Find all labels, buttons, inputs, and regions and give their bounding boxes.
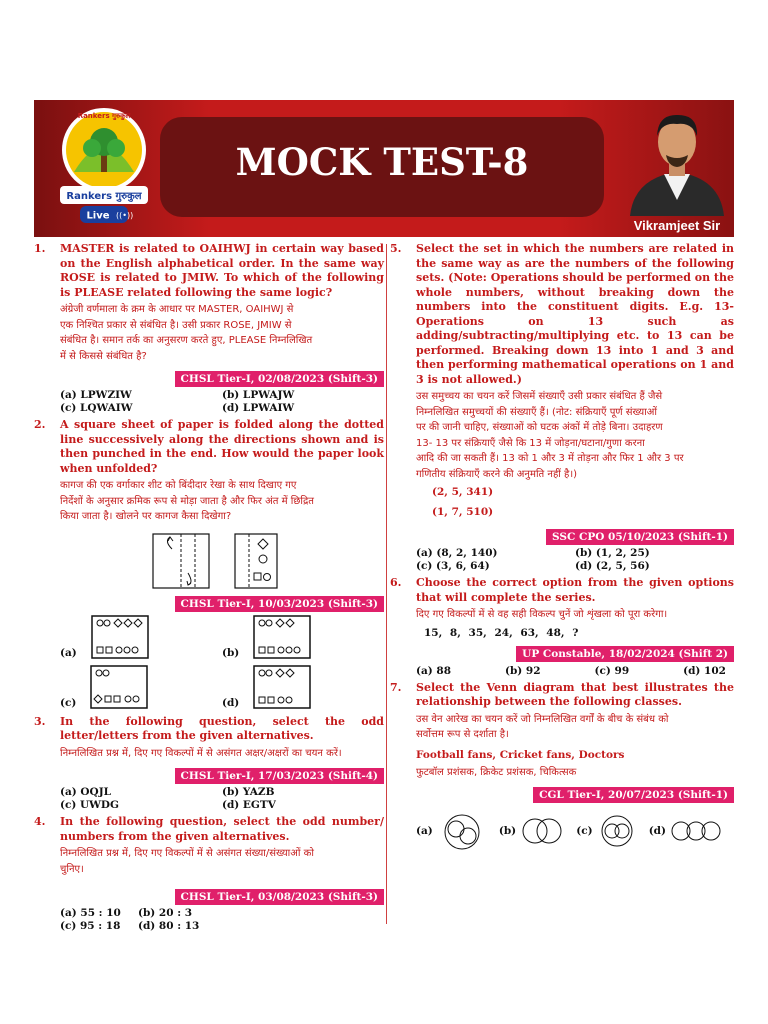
option-c[interactable]: (c) UWDG	[60, 799, 120, 811]
answer-figure-b	[253, 615, 311, 659]
option-a[interactable]: (a) (8, 2, 140)	[416, 547, 498, 559]
option-a[interactable]: (a)	[60, 615, 222, 659]
question-text-hi: अंग्रेजी वर्णमाला के क्रम के आधार पर MASTER, OAIHWJ से एक निश्चित प्रकार से संबंधित है। उसी प्रकार ROSE, JMIW से संबंधित है। समान तर्क का अनुसरण करते हुए, PLEASE निम्नलिखित में से किससे संबंधित है?	[60, 304, 313, 362]
answer-figures	[60, 615, 384, 709]
venn-figure-b	[520, 816, 564, 846]
question-text-en: Select the set in which the numbers are related in the same way as are the numbers of the following sets. (Note: Operations should be performed on the whole numbers, without breaking down the numbers into the constituent digits. E.g. 13- Operations on 13 such as adding/subtracting/multiplying etc. to 13 can be performed. Breaking down 13 into 1 and 3 and then performing mathematical operations on 1 and 3 is not allowed.)	[416, 242, 734, 386]
venn-figure-c	[597, 814, 637, 848]
option-b[interactable]: (b)	[222, 615, 384, 659]
exam-tag: UP Constable, 18/02/2024 (Shift 2)	[516, 646, 734, 662]
option-b[interactable]: (b) 20 : 3	[138, 907, 193, 919]
option-c[interactable]: (c) 99	[594, 664, 630, 677]
option-a[interactable]: (a) OQJL	[60, 786, 112, 798]
question-text-en: In the following question, select the odd letter/letters from the given alternatives.	[60, 714, 384, 742]
venn-figure-a	[437, 811, 487, 851]
column-divider	[386, 244, 387, 924]
option-d[interactable]: (d)	[222, 665, 384, 709]
venn-figure-d	[670, 818, 722, 844]
given-set-1: (2, 5, 341)	[432, 486, 494, 498]
exam-tag: CHSL Tier-I, 17/03/2023 (Shift-4)	[175, 768, 384, 784]
question-text-en: MASTER is related to OAIHWJ in certain way based on the English alphabetical order. In the same way ROSE is related to JMIW. To which of the following is PLEASE related following the same logic?	[60, 242, 384, 299]
options	[60, 389, 384, 414]
number-series: 15, 8, 35, 24, 63, 48, ?	[424, 626, 579, 639]
option-a[interactable]: (a) 88	[416, 664, 452, 677]
option-c[interactable]: (c) LQWAIW	[60, 402, 133, 414]
option-c[interactable]: (c)	[60, 665, 222, 709]
fold-result-figure	[234, 533, 278, 589]
answer-figure-d	[253, 665, 311, 709]
exam-tag: CHSL Tier-I, 10/03/2023 (Shift-3)	[175, 596, 384, 612]
option-b[interactable]: (b) LPWAJW	[222, 389, 295, 401]
option-c[interactable]: (c) 95 : 18	[60, 920, 121, 932]
question-text-hi: कागज की एक वर्गाकार शीट को बिंदीदार रेखा के साथ दिखाए गए निर्देशों के अनुसार क्रमिक रूप से मोड़ा जाता है और फिर अंत में छिद्रित किया जाता है। खोलने पर कागज कैसा दिखेगा?	[60, 480, 314, 522]
option-d[interactable]: (d) EGTV	[222, 799, 276, 811]
question-number: 6.	[390, 576, 402, 589]
question-text-hi: उस वेन आरेख का चयन करें जो निम्नलिखित वर्गों के बीच के संबंध को सर्वोत्तम रूप से दर्शाता है।	[416, 713, 669, 740]
rankers-gurukul-logo	[58, 102, 150, 230]
host-photo	[620, 108, 734, 216]
option-c[interactable]: (c) (3, 6, 64)	[416, 560, 490, 572]
given-set-2: (1, 7, 510)	[432, 506, 494, 518]
option-c[interactable]: (c)	[576, 814, 636, 848]
fold-step-1-figure	[152, 533, 210, 589]
option-b[interactable]: (b) 92	[505, 664, 541, 677]
option-b[interactable]: (b) (1, 2, 25)	[575, 547, 650, 559]
question-5	[390, 242, 768, 572]
question-text-en: In the following question, select the odd number/ numbers from the given alternatives.	[60, 815, 384, 843]
page-title: MOCK TEST-8	[235, 140, 529, 184]
question-2	[34, 418, 384, 709]
question-text-hi: निम्नलिखित प्रश्न में, दिए गए विकल्पों में से असंगत संख्या/संख्याओं को चुनिए।	[60, 848, 314, 875]
question-number: 3.	[34, 714, 46, 728]
left-column	[34, 242, 384, 936]
exam-tag: CHSL Tier-I, 03/08/2023 (Shift-3)	[175, 889, 384, 905]
option-a[interactable]: (a) LPWZIW	[60, 389, 132, 401]
fold-figures	[60, 533, 384, 589]
option-b[interactable]: (b)	[499, 816, 564, 846]
logo-arc-text: Rankers गुरुकुल	[77, 112, 131, 120]
option-d[interactable]: (d)	[649, 818, 722, 844]
question-number: 1.	[34, 242, 46, 255]
svg-text:((•)): ((•))	[116, 211, 134, 220]
question-6	[390, 576, 768, 677]
classes-hi: फुटबॉल प्रशंसक, क्रिकेट प्रशंसक, चिकित्सक	[416, 766, 577, 778]
option-b[interactable]: (b) YAZB	[222, 786, 275, 798]
option-d[interactable]: (d) (2, 5, 56)	[575, 560, 650, 572]
question-text-en: Select the Venn diagram that best illustrates the relationship between the following classes.	[416, 680, 734, 708]
question-number: 7.	[390, 680, 402, 694]
question-text-en: A square sheet of paper is folded along the dotted line successively along the directions shown and is then punched in the end. How would the paper look when unfolded?	[60, 418, 384, 475]
option-d[interactable]: (d) LPWAIW	[222, 402, 295, 414]
question-number: 2.	[34, 418, 46, 431]
logo-brand-text: Rankers गुरुकुल	[66, 191, 142, 202]
options	[60, 907, 260, 932]
option-d[interactable]: (d) 80 : 13	[138, 920, 200, 932]
option-d[interactable]: (d) 102	[683, 664, 726, 677]
question-1	[34, 242, 384, 414]
host-name: Vikramjeet Sir	[633, 218, 721, 233]
options	[416, 665, 726, 677]
question-7	[390, 681, 768, 852]
answer-figure-a	[91, 615, 149, 659]
classes-en: Football fans, Cricket fans, Doctors	[416, 748, 625, 761]
venn-options	[416, 811, 734, 851]
options	[416, 547, 734, 572]
answer-figure-c	[90, 665, 148, 709]
question-text-en: Choose the correct option from the given options that will complete the series.	[416, 576, 734, 604]
option-a[interactable]: (a)	[416, 811, 487, 851]
exam-tag: CHSL Tier-I, 02/08/2023 (Shift-3)	[175, 371, 384, 387]
question-4	[34, 815, 384, 932]
option-a[interactable]: (a) 55 : 10	[60, 907, 121, 919]
exam-tag: CGL Tier-I, 20/07/2023 (Shift-1)	[533, 787, 734, 803]
question-number: 5.	[390, 242, 402, 255]
question-number: 4.	[34, 815, 46, 828]
exam-tag: SSC CPO 05/10/2023 (Shift-1)	[546, 529, 734, 545]
question-text-hi: दिए गए विकल्पों में से वह सही विकल्प चुनें जो शृंखला को पूरा करेगा।	[416, 609, 668, 620]
question-text-hi: उस समुच्चय का चयन करें जिसमें संख्याएँ उसी प्रकार संबंधित हैं जैसे निम्नलिखित समुच्चयों की संख्याएँ हैं। (नोट: संक्रियाएँ पूर्ण संख्याओं पर की जानी चाहिए, संख्याओं को घटक अंकों में तोड़े बिना। उदाहरण 13- 13 पर संक्रियाएँ जैसे कि 13 में जोड़ना/घटाना/गुणा करना आदि की जा सकती हैं। 13 को 1 और 3 में तोड़ना और फिर 1 और 3 पर गणितीय संक्रियाएँ करने की अनुमति नहीं है।)	[416, 391, 684, 480]
question-text-hi: निम्नलिखित प्रश्न में, दिए गए विकल्पों में से असंगत अक्षर/अक्षरों का चयन करें।	[60, 747, 342, 759]
header-banner	[34, 100, 734, 237]
question-3	[34, 715, 384, 812]
right-column	[390, 242, 768, 853]
logo-live-text: Live	[86, 210, 110, 222]
options	[60, 786, 384, 811]
